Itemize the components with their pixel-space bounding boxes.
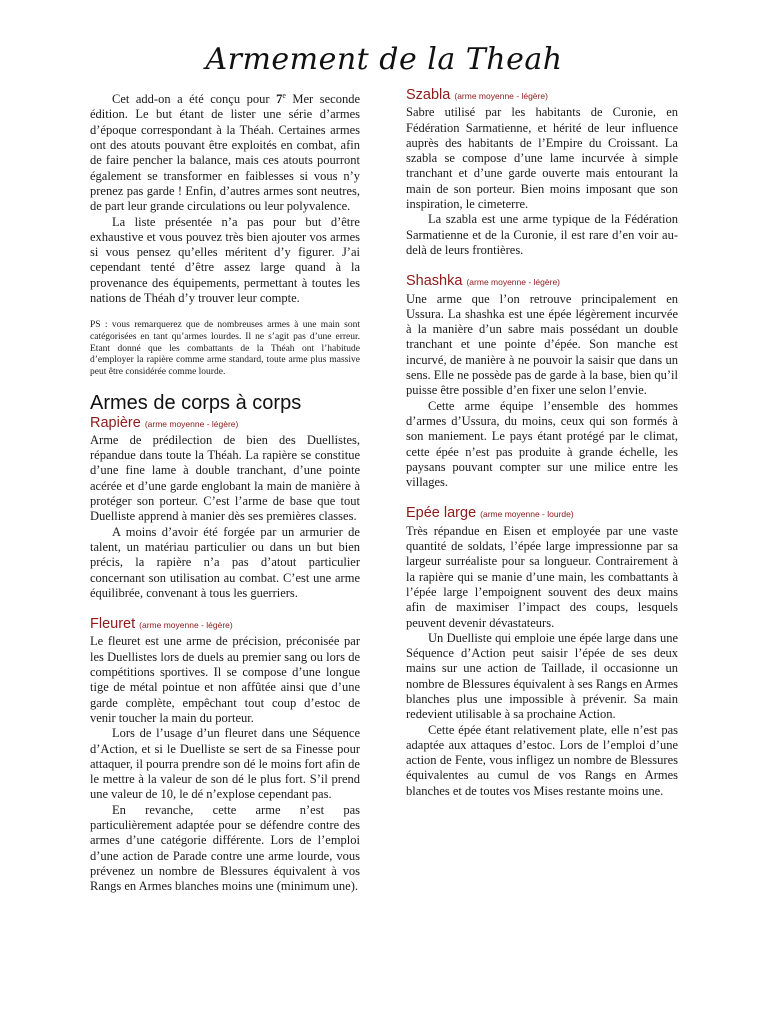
weapon-heading-fleuret [90,617,360,633]
section-title: Armes de corps à corps [90,392,302,415]
shashka-paragraph-1: Une arme que l’on retrouve principalement en Ussura. La shashka est une épée légèrement incurvée à la manière d’un sabre mais possédant un double tranchant et une pointe d’épée. Son manche est incurvé, de manière à ne pouvoir la saisir que dans un sens. Elle ne possède pas de garde à la base, bien qu’il puisse être possible d’en fixer une selon l’envie. [406,291,678,398]
intro-paragraph-1 [90,88,360,215]
epee-large-paragraph-1: Très répandue en Eisen et employée par une vaste quantité de soldats, l’épée large impressionne par sa largeur surréaliste pour sa longueur. Contrairement à la rapière qui se manie d’une main, les combattants à l’épée large l’empoignent souvent des deux mains afin de maximiser l’impact des coups, lesquels peuvent devenir dévastateurs. [406,523,678,630]
weapon-tag: (arme moyenne - lourde) [480,509,574,520]
weapon-name: Szabla [406,87,451,103]
rapiere-paragraph-1: Arme de prédilection de bien des Duellistes, répandue dans toute la Théah. La rapière se constitue d’une fine lame à double tranchant, d’une pointe acérée et d’une garde englobant la main de manière à protéger son porteur. C’est l’arme de base que tout Duelliste apprend à manier dès ses premières classes. [90,432,360,524]
weapon-tag: (arme moyenne - légère) [144,418,239,429]
edition-superscript: e [282,91,286,100]
intro-paragraph-2: La liste présentée n’a pas pour but d’être exhaustive et vous pouvez très bien ajouter vos armes si vous pensez qu’elles méritent d’y figurer. J’ai cependant tenté d’être assez large quand à la provenance des équipements, permettant à toutes les nations de Théah d’y trouver leur compte. [90,214,360,306]
fleuret-paragraph-2: Lors de l’usage d’un fleuret dans une Séquence d’Action, et si le Duelliste se sert de sa Finesse pour attaquer, il pourra prendre son dé le moins fort afin de le mettre à la valeur de son dé le plus fort. S’il prend une valeur de 10, le dé n’explose cependant pas. [90,726,360,802]
intro-text-cont: Mer seconde édition. Le but étant de lister une série d’armes d’époque correspondant à la Théah. Certaines armes ont des atouts pouvant être exploités en combat, afin de faire pencher la balance, mais ces atouts pourront également se transformer en faiblesses si vous n’y prenez pas garde ! Enfin, d’autres armes sont neutres, de part leur grande circulations ou leur polyvalence. [90,92,360,214]
weapon-name: Rapière [90,414,141,431]
weapon-tag: (arme moyenne - légère) [454,91,548,101]
page-title: Armement de la Theah [205,42,563,77]
right-column [406,88,678,799]
weapon-heading-epee-large [406,506,678,522]
shashka-paragraph-2: Cette arme équipe l’ensemble des hommes d’armes d’Ussura, du moins, ceux qui son formés à son maniement. Le pays étant protégé par le climat, cette épée n’est pas produite à grande échelle, les paysans pouvant compter sur une milice entre les villages. [406,398,678,490]
left-column [90,88,360,894]
weapon-tag: (arme moyenne - légère) [466,277,561,288]
weapon-heading-rapiere [90,416,360,432]
fleuret-paragraph-1: Le fleuret est une arme de précision, préconisée par les Duellistes lors de duels au premier sang ou lors de compétitions sportives. Il se compose d’une longue tige de métal pointue et non affûtée ainsi que d’une garde complète, empêchant tout coup d’estoc de venir toucher la main du porteur. [90,634,360,725]
epee-large-paragraph-3: Cette épée étant relativement plate, elle n’est pas adaptée aux attaques d’estoc. Lors de l’emploi d’une action de Fente, vous infligez un nombre de Blessures équivalentes au cumul de vos Rangs en Armes blanches et de toutes vos Mises restante moins une. [406,722,678,798]
ps-note: PS : vous remarquerez que de nombreuses armes à une main sont catégorisées en tant qu’armes lourdes. Il ne s’agit pas d’une erreur. Etant donné que les combattants de la Théah ont l’habitude d’employer la rapière comme arme standard, toute arme plus massive peut être considérée comme lourde. [90,320,360,377]
epee-large-paragraph-2: Un Duelliste qui emploie une épée large dans une Séquence d’Action peut saisir l’épée de ses deux mains sur une action de Taillade, il occasionne un nombre de Blessures équivalent à ses Rangs en Armes blanches plus une impossible à prévenir. Sa main redevient utilisable à sa prochaine Action. [406,630,678,722]
weapon-heading-shashka [406,274,678,290]
fleuret-paragraph-3: En revanche, cette arme n’est pas particulièrement adaptée pour se défendre contre des armes d’une catégorie différente. Lors de l’emploi d’une action de Parade contre une arme lourde, vous prévenez un nombre de Blessures équivalent à vos Rangs en Armes blanches moins une (minimum une). [90,802,360,894]
intro-text: Cet add-on a été conçu pour [112,92,277,107]
rapiere-paragraph-2: A moins d’avoir été forgée par un armurier de talent, un matériau particulier ou dans un but bien précis, la rapière n’a pas d’atout particulier concernant son utilisation au combat. C’est une arme équilibrée, convenant à tous les guerriers. [90,524,360,600]
szabla-paragraph-2: La szabla est une arme typique de la Fédération Sarmatienne et de la Curonie, il est rare d’en voir au-delà de leurs frontières. [406,212,678,257]
szabla-paragraph-1: Sabre utilisé par les habitants de Curonie, en Fédération Sarmatienne, et hérité de leur influence auprès des habitants de l’Empire du Croissant. La szabla se compose d’une lame incurvée à simple tranchant et d’une garde ouverte mais entourant la main de son porteur. Bien moins imposant que son inspiration, le cimeterre. [406,105,678,212]
weapon-heading-szabla [406,88,678,104]
weapon-tag: (arme moyenne - légère) [139,620,233,631]
edition-number: 7 [276,92,283,107]
weapon-name: Shashka [406,273,463,290]
weapon-name: Fleuret [90,616,136,633]
weapon-name: Epée large [406,505,477,522]
